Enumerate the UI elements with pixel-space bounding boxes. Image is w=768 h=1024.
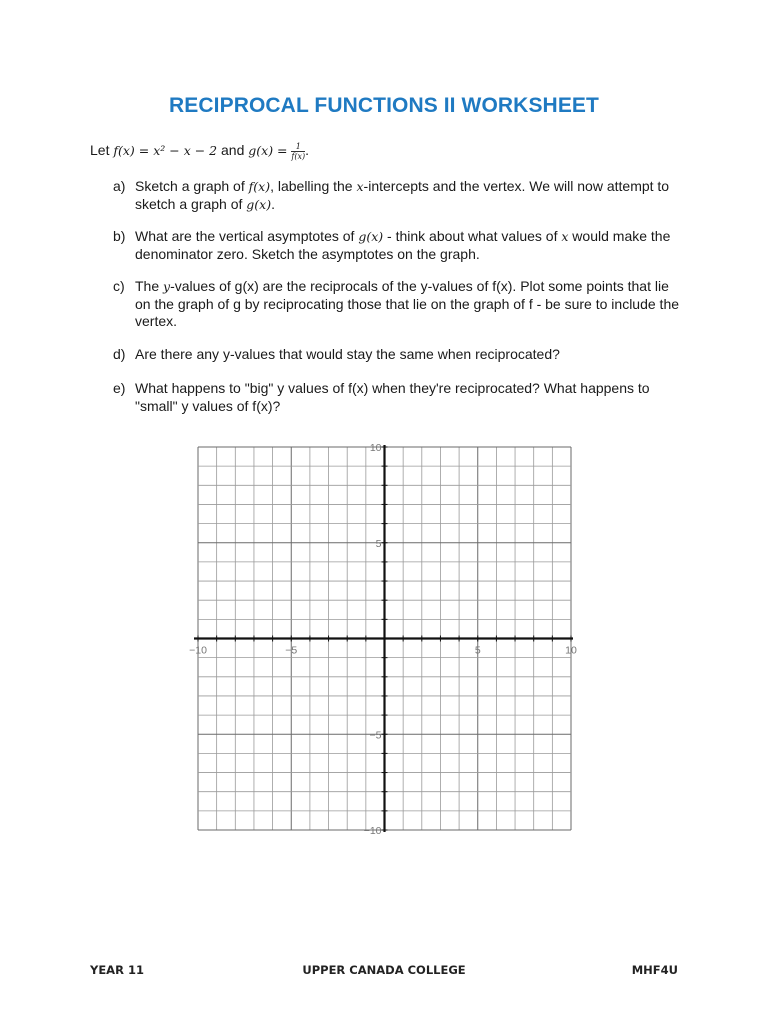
question-label: a) [113, 178, 126, 194]
question-text: Are there any y-values that would stay the same when reciprocated? [135, 346, 560, 362]
g-numerator: 1 [291, 142, 305, 152]
question-text: Sketch a graph of f(x), labelling the x-intercepts and the vertex. We will now attempt to sketch a graph of g(x). [135, 178, 670, 212]
footer-school: UPPER CANADA COLLEGE [302, 963, 466, 977]
intro-let: Let [90, 142, 110, 158]
question-label: d) [113, 346, 126, 362]
y-tick-label: 10 [369, 442, 382, 454]
question-text: What are the vertical asymptotes of g(x) - think about what values of x would make the denominator zero. Sketch the asymptotes on the graph. [135, 228, 671, 262]
g-definition: g(x) = [248, 143, 288, 158]
question-text: What happens to "big" y values of f(x) when they're reciprocated? What happens to "small" y values of f(x)? [135, 380, 650, 414]
page-title: RECIPROCAL FUNCTIONS II WORKSHEET [169, 94, 599, 117]
question-label: b) [113, 228, 126, 244]
question-label: e) [113, 380, 126, 396]
question-label: c) [113, 278, 125, 294]
y-tick-label: 5 [375, 537, 382, 550]
footer-course: MHF4U [631, 963, 678, 977]
y-tick-label: −5 [369, 729, 382, 742]
x-tick-label: −5 [285, 644, 298, 657]
g-denominator: f(x) [291, 151, 306, 161]
intro-and: and [221, 142, 245, 158]
intro-period: . [305, 142, 310, 158]
x-tick-label: −10 [189, 644, 207, 657]
y-tick-label: −10 [363, 825, 382, 837]
f-definition: f(x) = x² − x − 2 [113, 143, 218, 158]
x-tick-label: 10 [565, 644, 577, 657]
x-tick-label: 5 [474, 644, 481, 657]
question-text: The y-values of g(x) are the reciprocals of the y-values of f(x). Plot some points that lie on the graph of g by reciprocating those that lie on the graph of f - be sure to include the vertex. [135, 278, 680, 329]
footer-year: YEAR 11 [90, 963, 144, 977]
